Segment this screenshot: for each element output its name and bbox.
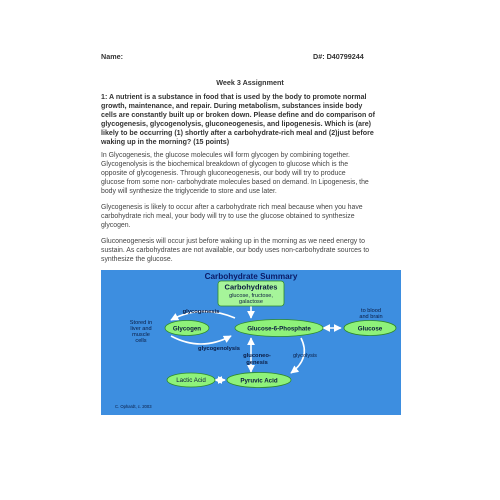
carbohydrates-box-line2: galactose: [239, 299, 263, 305]
answer-paragraph-definitions: [101, 152, 403, 197]
diagram-svg: [101, 270, 401, 415]
glycogenesis-label: glycogenesis: [182, 309, 220, 315]
question-line: waking up in the morning? (15 points): [101, 138, 230, 146]
question-line: glycogenesis, glycogenolysis, gluconeogenesis, and lipogenesis. Which is (are): [101, 120, 372, 128]
stored-label-line2: liver and: [130, 326, 152, 332]
paragraph-line: opposite of glycogenesis. Through gluconeogenesis, our body will try to produce: [101, 169, 346, 177]
paragraph-line: body will synthesize the triglyceride to store and use later.: [101, 187, 277, 195]
carbohydrate-summary-diagram: [101, 270, 401, 415]
paragraph-line: carbohydrate rich meal, your body will try to use the glucose obtained to synthesize: [101, 212, 355, 220]
diagram-title: Carbohydrate Summary: [204, 272, 298, 281]
paragraph-line: glucose from some non- carbohydrate molecules based on demand. In Lipogenesis, the: [101, 178, 369, 186]
paragraph-line: In Glycogenesis, the glucose molecules will form glycogen by combining together.: [101, 152, 350, 159]
g6p-label: Glucose-6-Phosphate: [247, 325, 311, 333]
question-line: 1: A nutrient is a substance in food that is used by the body to promote normal: [101, 93, 367, 101]
student-id: D#: D40799244: [313, 52, 364, 61]
paragraph-line: Glycogenesis is likely to occur after a carbohydrate rich meal because when you have: [101, 204, 363, 211]
stored-label-line4: cells: [135, 338, 147, 344]
question-line: likely to be occurring (1) shortly after a carbohydrate-rich meal and (2)just before: [101, 129, 374, 137]
paragraph-line: sustain. As carbohydrates are not available, our body uses non-carbohydrate sources to: [101, 246, 370, 254]
diagram-credit: C. Ophardt, c. 2003: [115, 404, 152, 409]
name-label: Name:: [101, 52, 123, 61]
carbohydrates-box-line1: glucose, fructose,: [229, 293, 273, 299]
answer-paragraph-before-waking: [101, 238, 403, 265]
paragraph-line: Gluconeogenesis will occur just before waking up in the morning as we need energy to: [101, 238, 365, 245]
glycogen-label: Glycogen: [172, 325, 202, 333]
to-blood-line2: and brain: [359, 314, 383, 320]
lactic-acid-label: Lactic Acid: [176, 377, 206, 385]
stored-label-line3: muscle: [132, 332, 150, 338]
question-line: cells are constantly built up or broken down. Please define and do comparison of: [101, 111, 375, 119]
paragraph-line: glycogen.: [101, 221, 131, 229]
glucose-label: Glucose: [357, 325, 383, 333]
glycogenolysis-label: glycogenolysis: [198, 346, 240, 352]
paragraph-line: synthesize the glucose.: [101, 255, 173, 263]
pyruvic-acid-label: Pyruvic Acid: [240, 377, 278, 385]
answer-paragraph-after-meal: [101, 204, 403, 231]
to-blood-line1: to blood: [361, 308, 381, 314]
paragraph-line: Glycogenolysis is the biochemical breakdown of glycogen to glucose which is the: [101, 160, 349, 168]
question-line: growth, maintenance, and repair. During metabolism, substances inside body: [101, 102, 363, 110]
assignment-title: Week 3 Assignment: [216, 78, 284, 87]
glycolysis-label: glycolysis: [293, 353, 317, 359]
question-text: [101, 93, 403, 147]
gluconeogenesis-label-line1: gluconeo-: [243, 353, 271, 359]
carbohydrates-box-title: Carbohydrates: [224, 282, 278, 292]
gluconeogenesis-label-line2: genesis: [246, 360, 268, 366]
stored-label-line1: Stored in: [129, 320, 153, 326]
